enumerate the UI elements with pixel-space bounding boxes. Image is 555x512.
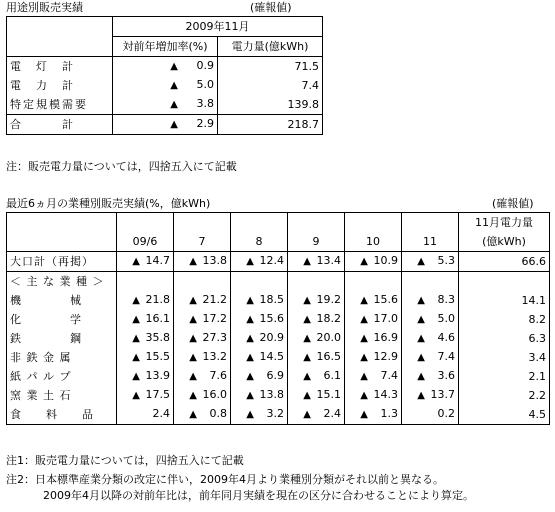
industry-yoy-value: 4.6 [437,331,455,344]
industry-yoy-value: 17.5 [145,388,170,401]
industry-label: 非 鉄 金 属 [10,350,72,364]
industry-yoy-cell [402,329,459,348]
industry-yoy-cell [402,310,459,329]
section1-note: 注：販売電力量については，四捨五入にて記載 [6,160,237,173]
col-yoy-header: 対前年増加率(%) [113,37,218,57]
industry-yoy-value: 14.3 [373,388,398,401]
industry-yoy-value: 0.8 [209,407,227,420]
industry-yoy-value: 14.7 [145,254,170,267]
decrease-marker: ▲ [360,314,368,325]
industry-yoy-value: 5.3 [437,254,455,267]
decrease-marker: ▲ [246,390,254,401]
industry-yoy-value: 7.4 [437,350,455,363]
industry-yoy-value: 2.4 [152,407,170,420]
decrease-marker: ▲ [360,409,368,420]
industry-yoy-cell [345,405,402,425]
usage-yoy-value: 5.0 [196,78,214,91]
industry-yoy-cell [345,386,402,405]
industry-yoy-value: 10.9 [373,254,398,267]
industry-yoy-cell [174,386,231,405]
decrease-marker: ▲ [132,390,140,401]
section2-note1: 注1：販売電力量については，四捨五入にて記載 [6,454,244,467]
industry-yoy-cell [345,291,402,310]
usage-row [7,57,323,77]
industry-yoy-value: 13.9 [145,369,170,382]
header-blank [7,17,113,37]
industry-yoy-cell [117,310,174,329]
industry-yoy-value: 13.7 [430,388,455,401]
decrease-marker: ▲ [303,371,311,382]
decrease-marker: ▲ [360,256,368,267]
decrease-marker: ▲ [417,295,425,306]
industry-yoy-value: 5.0 [437,312,455,325]
decrease-marker: ▲ [132,314,140,325]
usage-yoy-cell [113,115,218,135]
industry-row [7,367,550,386]
month-header: 09/6 [117,232,174,252]
usage-row [7,95,323,115]
decrease-marker: ▲ [189,352,197,363]
col-power-header: 電力量(億kWh) [218,37,323,57]
decrease-marker: ▲ [246,314,254,325]
decrease-marker: ▲ [246,352,254,363]
industry-yoy-cell [402,291,459,310]
industry-power-value: 2.1 [459,367,550,386]
decrease-marker: ▲ [189,409,197,420]
industry-row [7,329,550,348]
industry-label: 紙 パ ル プ [10,369,72,383]
decrease-marker: ▲ [246,371,254,382]
industry-sales-table [6,212,550,425]
industry-yoy-value: 6.1 [323,369,341,382]
decrease-marker: ▲ [246,295,254,306]
decrease-marker: ▲ [132,295,140,306]
industry-yoy-value: 18.5 [259,293,284,306]
section2-note2-line2: 2009年4月以降の対前年比は，前年同月実績を現在の区分に合わせることにより算定。 [43,489,474,502]
power-header-2: (億kWh) [459,232,550,252]
industry-yoy-value: 6.9 [266,369,284,382]
industry-yoy-cell [174,348,231,367]
decrease-marker: ▲ [132,256,140,267]
industry-yoy-cell [345,367,402,386]
decrease-marker: ▲ [417,314,425,325]
industry-power-value: 14.1 [459,291,550,310]
industry-yoy-value: 13.4 [316,254,341,267]
industry-yoy-cell [231,291,288,310]
usage-sales-table [6,16,323,135]
usage-row [7,115,323,135]
industry-yoy-cell [117,272,174,292]
industry-yoy-cell [402,252,459,272]
industry-yoy-cell [174,329,231,348]
industry-yoy-cell [288,252,345,272]
industry-yoy-value: 8.3 [437,293,455,306]
decrease-marker: ▲ [246,409,254,420]
header-blank [7,213,117,233]
decrease-marker: ▲ [170,80,178,91]
industry-yoy-cell [288,329,345,348]
industry-yoy-cell [345,329,402,348]
decrease-marker: ▲ [170,61,178,72]
decrease-marker: ▲ [417,256,425,267]
industry-yoy-value: 35.8 [145,331,170,344]
section2-note2-line1: 注2：日本標準産業分類の改定に伴い，2009年4月より業種別分類がそれ以前と異なる。 [6,473,444,486]
industry-yoy-value: 13.2 [202,350,227,363]
decrease-marker: ▲ [303,314,311,325]
industry-yoy-value: 19.2 [316,293,341,306]
usage-yoy-cell [113,76,218,95]
industry-yoy-cell [231,405,288,425]
industry-power-value: 8.2 [459,310,550,329]
industry-row [7,291,550,310]
industry-yoy-value: 20.0 [316,331,341,344]
industry-label: 大口計（再掲） [10,254,94,268]
industry-power-value: 4.5 [459,405,550,425]
usage-power-value: 7.4 [218,76,323,95]
month-header: 10 [345,232,402,252]
usage-label: 合 計 [7,115,113,135]
industry-yoy-cell [174,405,231,425]
industry-label: 機 械 [10,293,82,307]
usage-yoy-value: 3.8 [196,97,214,110]
industry-power-value: 3.4 [459,348,550,367]
industry-yoy-cell [231,272,288,292]
industry-yoy-value: 16.9 [373,331,398,344]
industry-yoy-value: 7.6 [209,369,227,382]
industry-yoy-cell [288,310,345,329]
header-blank [7,37,113,57]
header-blank [7,232,117,252]
industry-yoy-cell [402,386,459,405]
industry-yoy-value: 14.5 [259,350,284,363]
industry-yoy-cell [288,348,345,367]
decrease-marker: ▲ [303,409,311,420]
industry-yoy-cell [174,367,231,386]
industry-yoy-value: 15.6 [259,312,284,325]
decrease-marker: ▲ [189,314,197,325]
industry-yoy-cell [288,386,345,405]
industry-yoy-value: 13.8 [259,388,284,401]
decrease-marker: ▲ [170,119,178,130]
decrease-marker: ▲ [360,390,368,401]
industry-yoy-cell [117,329,174,348]
industry-row [7,310,550,329]
decrease-marker: ▲ [303,295,311,306]
industry-yoy-cell [345,348,402,367]
industry-yoy-cell [402,348,459,367]
usage-power-value: 139.8 [218,95,323,115]
usage-label: 電 灯 計 [10,59,75,73]
month-header: 9 [288,232,345,252]
industry-yoy-value: 15.5 [145,350,170,363]
decrease-marker: ▲ [360,333,368,344]
industry-yoy-cell [231,348,288,367]
usage-yoy-value: 0.9 [196,59,214,72]
industry-yoy-value: 7.4 [380,369,398,382]
decrease-marker: ▲ [246,333,254,344]
industry-yoy-cell [288,367,345,386]
decrease-marker: ▲ [360,352,368,363]
industry-yoy-cell [231,252,288,272]
decrease-marker: ▲ [189,295,197,306]
industry-yoy-cell [288,405,345,425]
industry-yoy-value: 12.4 [259,254,284,267]
section1-status: (確報値) [250,1,292,14]
industry-row [7,252,550,272]
decrease-marker: ▲ [417,352,425,363]
industry-yoy-value: 3.6 [437,369,455,382]
decrease-marker: ▲ [189,390,197,401]
decrease-marker: ▲ [170,99,178,110]
industry-label: ＜ 主 な 業 種 ＞ [7,272,117,292]
industry-yoy-cell [117,405,174,425]
industry-yoy-cell [402,367,459,386]
decrease-marker: ▲ [132,352,140,363]
industry-power-value: 2.2 [459,386,550,405]
usage-row [7,76,323,95]
industry-yoy-cell [288,272,345,292]
month-header: 7 [174,232,231,252]
industry-yoy-value: 3.2 [266,407,284,420]
industry-label: 食 料 品 [10,407,94,421]
decrease-marker: ▲ [303,333,311,344]
industry-yoy-cell [117,252,174,272]
decrease-marker: ▲ [189,256,197,267]
industry-yoy-value: 13.8 [202,254,227,267]
industry-yoy-cell [345,252,402,272]
month-header: 11 [402,232,459,252]
industry-yoy-cell [231,386,288,405]
usage-label: 電 力 計 [10,78,75,92]
industry-yoy-cell [345,272,402,292]
industry-yoy-cell [231,310,288,329]
industry-yoy-cell [174,310,231,329]
industry-yoy-cell [117,386,174,405]
industry-yoy-cell [174,252,231,272]
decrease-marker: ▲ [132,333,140,344]
decrease-marker: ▲ [132,371,140,382]
industry-yoy-value: 2.4 [323,407,341,420]
usage-label: 特定規模需要 [10,97,88,111]
industry-row [7,405,550,425]
decrease-marker: ▲ [417,333,425,344]
industry-yoy-value: 27.3 [202,331,227,344]
industry-row [7,348,550,367]
industry-yoy-cell [231,367,288,386]
industry-yoy-cell [402,405,459,425]
industry-yoy-value: 16.0 [202,388,227,401]
industry-yoy-value: 21.8 [145,293,170,306]
industry-row [7,272,550,292]
industry-yoy-cell [117,367,174,386]
industry-row [7,386,550,405]
industry-yoy-value: 1.3 [380,407,398,420]
section1-title: 用途別販売実績 [6,1,83,14]
industry-yoy-value: 0.2 [437,407,455,420]
industry-yoy-value: 16.1 [145,312,170,325]
section2-title: 最近6ヵ月の業種別販売実績(%，億kWh) [6,197,211,210]
section2-status: (確報値) [492,197,534,210]
industry-yoy-value: 15.6 [373,293,398,306]
industry-yoy-cell [174,291,231,310]
decrease-marker: ▲ [189,333,197,344]
decrease-marker: ▲ [303,256,311,267]
industry-yoy-value: 18.2 [316,312,341,325]
industry-power-value: 6.3 [459,329,550,348]
industry-yoy-value: 16.5 [316,350,341,363]
period-header: 2009年11月 [113,17,323,37]
usage-yoy-cell [113,95,218,115]
industry-label: 窯 業 土 石 [10,388,72,402]
industry-yoy-value: 17.2 [202,312,227,325]
industry-yoy-cell [231,329,288,348]
industry-label: 化 学 [10,312,82,326]
decrease-marker: ▲ [303,352,311,363]
industry-yoy-value: 20.9 [259,331,284,344]
industry-yoy-value: 15.1 [316,388,341,401]
industry-yoy-cell [174,272,231,292]
industry-label: 鉄 鋼 [10,331,82,345]
industry-yoy-cell [117,291,174,310]
industry-power-value [459,272,550,292]
usage-power-value: 218.7 [218,115,323,135]
industry-yoy-cell [117,348,174,367]
usage-yoy-cell [113,57,218,77]
industry-yoy-value: 21.2 [202,293,227,306]
month-header: 8 [231,232,288,252]
usage-yoy-value: 2.9 [196,117,214,130]
industry-power-value: 66.6 [459,252,550,272]
decrease-marker: ▲ [417,390,425,401]
industry-yoy-cell [345,310,402,329]
industry-yoy-value: 12.9 [373,350,398,363]
decrease-marker: ▲ [417,371,425,382]
decrease-marker: ▲ [303,390,311,401]
decrease-marker: ▲ [246,256,254,267]
decrease-marker: ▲ [360,371,368,382]
usage-power-value: 71.5 [218,57,323,77]
industry-yoy-cell [402,272,459,292]
power-header-1: 11月電力量 [459,213,550,233]
industry-yoy-value: 17.0 [373,312,398,325]
decrease-marker: ▲ [189,371,197,382]
decrease-marker: ▲ [360,295,368,306]
industry-yoy-cell [288,291,345,310]
